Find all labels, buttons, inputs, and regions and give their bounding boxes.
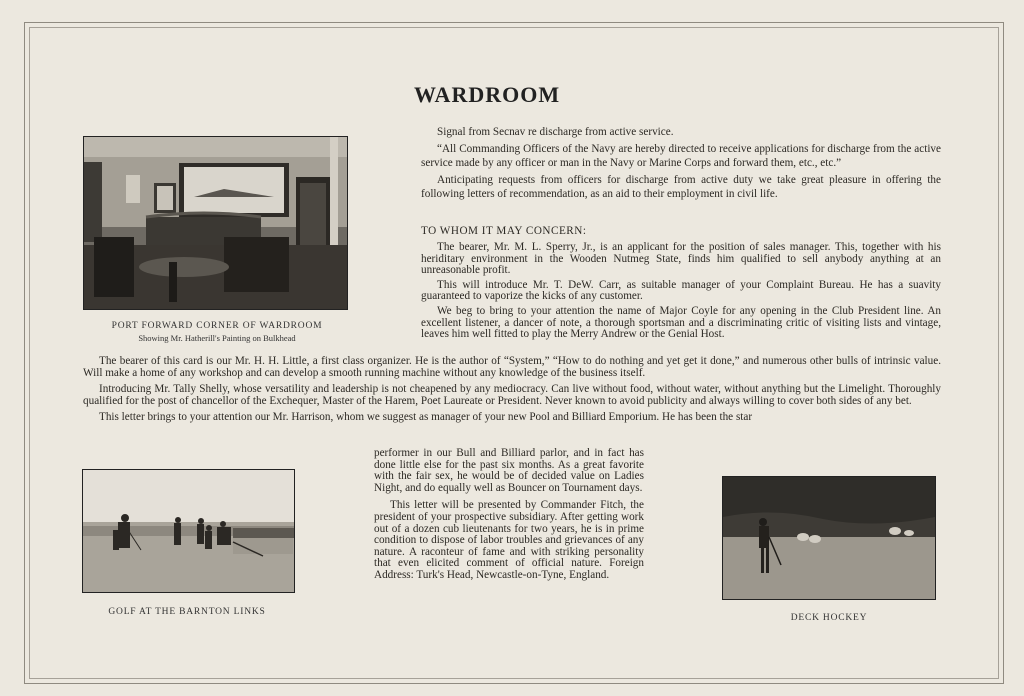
letters-full-width [83,356,941,424]
deck-hockey-photo [722,476,936,600]
letter-sperry: The bearer, Mr. M. L. Sperry, Jr., is an applicant for the position of sales manager. This, together with his heriditary environment in the Wooden Nutmeg State, finds him qualified to sell anybody anything at an unreasonable profit. [421,241,941,277]
intro-text [421,125,941,202]
letter-harrison-rest: performer in our Bull and Billiard parlor, and in fact has done little else for the past six months. As a great favorite with the fair sex, he would be of decided value on Ladies Night, and do equally well as Bouncer on Tournament days. [374,447,644,494]
letter-little: The bearer of this card is our Mr. H. H. Little, a first class organizer. He is the author of “System,” “How to do nothing and yet get it done,” and numerous other bulls of intrinsic value. Will make a home of any workshop and can develop a smooth running machine without any knowledge of the business itself. [83,355,941,379]
wardroom-photo [83,136,348,310]
intro-paragraph-1: Signal from Secnav re discharge from active service. [437,126,674,138]
page-title: WARDROOM [414,82,561,107]
golf-photo-caption: GOLF AT THE BARNTON LINKS [108,607,266,617]
letters-center-column [374,448,644,582]
letter-shelly: Introducing Mr. Tally Shelly, whose versatility and leadership is not cheapened by any mediocracy. Can live without food, without water, without anything but the Limelight. Thoroughly qualified for the post of chancellor of the Exchequer, Master of the Harem, Poet Laureate or President. Never known to avoid publicity and always willing to cover both sides of any bet. [83,383,941,407]
letters-right-column [421,242,941,341]
letter-harrison-lead: This letter brings to your attention our Mr. Harrison, whom we suggest as manager of your new Pool and Billiard Emporium. He has been the star [99,411,753,424]
wardroom-photo-caption: PORT FORWARD CORNER OF WARDROOM [111,321,323,331]
letter-coyle: We beg to bring to your attention the name of Major Coyle for any opening in the Club President line. An excellent listener, a dancer of note, a thorough sportsman and a discriminating critic of visiting lists and vintage, leaves him well fitted to play the Merry Andrew or the Genial Host. [421,304,941,341]
letter-carr: This will introduce Mr. T. DeW. Carr, as suitable manager of your Complaint Bureau. He has a suavity guaranteed to vaporize the kicks of any customer. [421,278,941,303]
golf-photo [82,469,295,593]
deck-hockey-photo-caption: DECK HOCKEY [790,613,868,623]
intro-paragraph-3: Anticipating requests from officers for discharge from active duty we take great pleasure in offering the following letters of recommendation, as an aid to their employment in civil life. [421,173,941,200]
concern-heading: TO WHOM IT MAY CONCERN: [421,225,587,237]
intro-paragraph-2: “All Commanding Officers of the Navy are hereby directed to receive applications for discharge from the active service made by any officer or man in the Navy or Marine Corps and forward them, etc., etc.” [421,142,941,169]
wardroom-photo-subcaption: Showing Mr. Hatherill's Painting on Bulkhead [138,333,296,343]
letter-fitch: This letter will be presented by Commander Fitch, the president of your prospective subsidiary. After getting work out of a dozen cub lieutenants for two years, he is in prime condition to dispose of labor troubles and grievances of any nature. A raconteur of fame and with striking personality that even elicited comment of official nature. Foreign Address: Turk's Head, Newcastle-on-Tyne, England. [374,499,644,581]
